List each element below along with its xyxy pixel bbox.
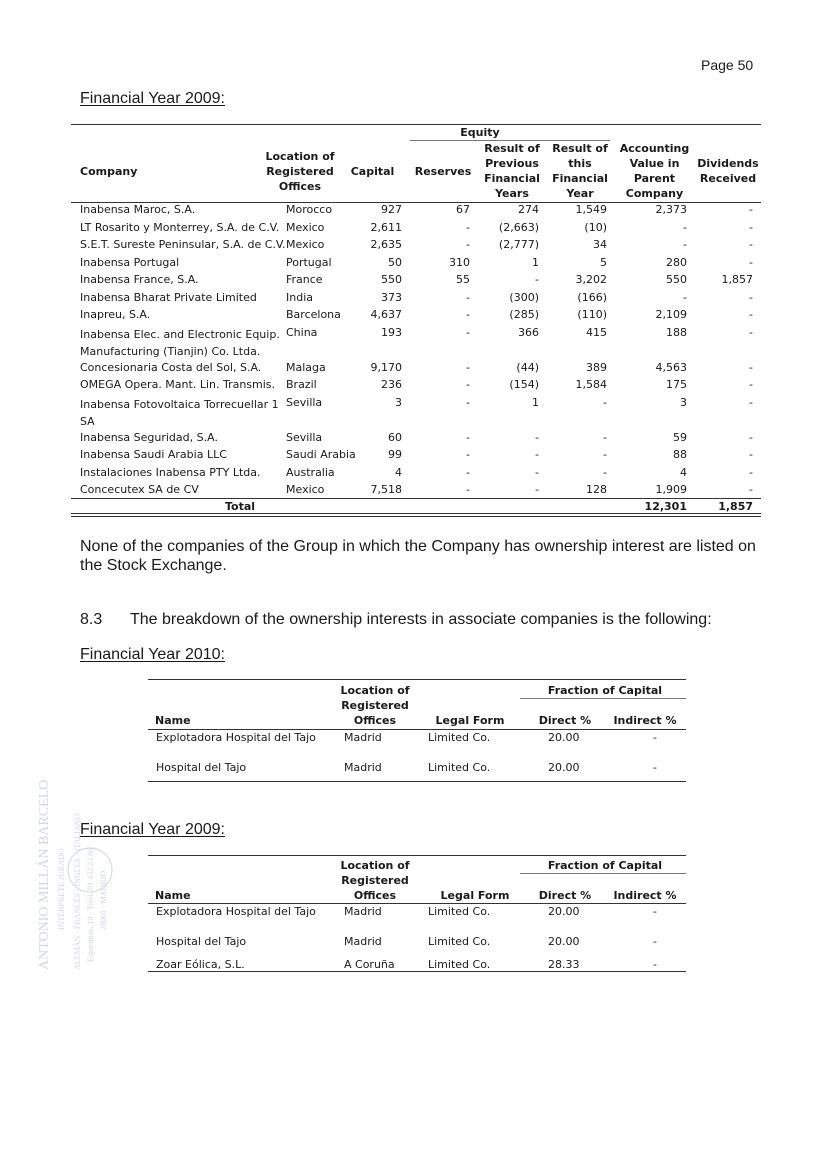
sub-cell-dividends: - <box>749 325 753 339</box>
assoc2009-col-location: Location of Registered Offices <box>340 859 410 902</box>
sub-cell-capital: 3 <box>395 395 402 409</box>
assoc-cell-location: Madrid <box>344 935 382 948</box>
sub-cell-capital: 2,611 <box>370 220 402 234</box>
equity-header: Equity <box>460 126 500 139</box>
sub-cell-accounting-value: 88 <box>673 448 687 461</box>
sub-cell-company: Inabensa Elec. and Electronic Equip. Manufacturing (Tianjin) Co. Ltda. <box>80 327 280 358</box>
stamp-line-4: Espartinas, 10 - Teléf. 91 432 23 86 <box>86 847 95 962</box>
assoc-cell-name: Zoar Eólica, S.L. <box>156 958 245 971</box>
sub-cell-capital: 4 <box>395 465 402 479</box>
sub-cell-capital: 927 <box>381 203 402 216</box>
sub-cell-company: Inabensa Seguridad, S.A. <box>80 430 218 444</box>
sub-cell-location: Malaga <box>286 360 326 374</box>
sub-cell-company: Inabensa Saudi Arabia LLC <box>80 448 227 461</box>
sub-cell-result-this: (110) <box>577 308 607 321</box>
assoc-cell-indirect: - <box>653 731 657 744</box>
sub-cell-result-this: 34 <box>593 238 607 251</box>
assoc-cell-direct: 20.00 <box>548 761 580 774</box>
sub-cell-accounting-value: 4 <box>680 465 687 479</box>
assoc2010-col-name: Name <box>155 714 191 727</box>
sub-cell-reserves: - <box>466 238 470 251</box>
sub-cell-accounting-value: - <box>683 238 687 251</box>
sub-cell-location: India <box>286 290 313 304</box>
sub-cell-result-this: 415 <box>586 325 607 339</box>
sub-cell-accounting-value: - <box>683 290 687 304</box>
assoc-cell-direct: 20.00 <box>548 935 580 948</box>
sub-cell-reserves: - <box>466 290 470 304</box>
assoc-cell-name: Explotadora Hospital del Tajo <box>156 731 316 744</box>
sub-cell-accounting-value: - <box>683 220 687 234</box>
sub-cell-accounting-value: 188 <box>666 325 687 339</box>
sub-cell-dividends: - <box>749 448 753 461</box>
sub-cell-location: China <box>286 325 318 339</box>
sub-cell-accounting-value: 175 <box>666 378 687 391</box>
assoc-cell-indirect: - <box>653 905 657 918</box>
col-company: Company <box>80 165 138 178</box>
sub-cell-capital: 9,170 <box>370 360 402 374</box>
sub-cell-accounting-value: 2,373 <box>655 203 687 216</box>
sub-cell-result-this: 5 <box>600 255 607 269</box>
assoc2009-col-direct: Direct % <box>538 889 592 902</box>
sub-cell-company: Inapreu, S.A. <box>80 308 151 321</box>
col-dividends: Dividends Received <box>697 157 759 185</box>
sub-cell-company: S.E.T. Sureste Peninsular, S.A. de C.V. <box>80 238 286 251</box>
sub-cell-result-previous: 274 <box>518 203 539 216</box>
assoc2010-col-legal: Legal Form <box>435 714 505 727</box>
sub-cell-result-previous: (285) <box>509 308 539 321</box>
col-capital: Capital <box>350 165 395 178</box>
sub-cell-result-this: 389 <box>586 360 607 374</box>
sub-cell-capital: 373 <box>381 290 402 304</box>
col-result-previous: Result of Previous Financial Years <box>484 142 540 200</box>
sub-cell-reserves: - <box>466 325 470 339</box>
stamp-line-3: ALEMÁN - FRANCÉS - INGLÉS - ITALIANO <box>73 813 82 970</box>
sub-cell-location: Sevilla <box>286 395 323 409</box>
sub-cell-result-previous: (154) <box>509 378 539 391</box>
sub-cell-company: Inabensa Fotovoltaica Torrecuellar 1 SA <box>80 397 279 428</box>
assoc-cell-legal-form: Limited Co. <box>428 905 491 918</box>
assoc2009-col-legal: Legal Form <box>440 889 510 902</box>
sub-cell-dividends: - <box>749 203 753 216</box>
sub-cell-company: OMEGA Opera. Mant. Lin. Transmis. <box>80 378 276 391</box>
sub-cell-location: Mexico <box>286 220 325 234</box>
sub-cell-result-this: (166) <box>577 290 607 304</box>
sub-cell-result-previous: 1 <box>532 395 539 409</box>
sub-cell-accounting-value: 280 <box>666 255 687 269</box>
assoc-cell-location: Madrid <box>344 905 382 918</box>
col-result-this: Result of this Financial Year <box>552 142 608 200</box>
sub-cell-company: Inabensa France, S.A. <box>80 273 199 286</box>
assoc-cell-legal-form: Limited Co. <box>428 731 491 744</box>
assoc-cell-indirect: - <box>653 935 657 948</box>
sub-cell-result-previous: (300) <box>509 290 539 304</box>
total-accounting-value: 12,301 <box>644 500 687 513</box>
sub-cell-dividends: - <box>749 465 753 479</box>
sub-cell-result-previous: - <box>535 430 539 444</box>
sub-cell-reserves: - <box>466 430 470 444</box>
sub-cell-result-this: - <box>603 448 607 461</box>
assoc-cell-name: Explotadora Hospital del Tajo <box>156 905 316 918</box>
assoc2010-col-fraction: Fraction of Capital <box>547 684 663 697</box>
sub-cell-accounting-value: 3 <box>680 395 687 409</box>
assoc-cell-name: Hospital del Tajo <box>156 761 247 774</box>
sub-cell-dividends: - <box>749 255 753 269</box>
assoc-cell-indirect: - <box>653 761 657 774</box>
assoc-cell-location: Madrid <box>344 761 382 774</box>
sub-cell-dividends: - <box>749 483 753 496</box>
total-dividends: 1,857 <box>718 500 753 513</box>
assoc2009-col-fraction: Fraction of Capital <box>547 859 663 872</box>
assoc-cell-location: A Coruña <box>344 958 395 971</box>
sub-cell-result-this: 128 <box>586 483 607 496</box>
sub-cell-result-previous: 366 <box>518 325 539 339</box>
sub-cell-location: Brazil <box>286 378 317 391</box>
sub-cell-result-previous: (2,777) <box>498 238 539 251</box>
sub-cell-company: Inabensa Bharat Private Limited <box>80 290 257 304</box>
sub-cell-company: LT Rosarito y Monterrey, S.A. de C.V. <box>80 220 280 234</box>
sub-cell-location: France <box>286 273 323 286</box>
sub-cell-result-previous: (2,663) <box>498 220 539 234</box>
sub-cell-capital: 50 <box>388 255 402 269</box>
sub-cell-result-previous: (44) <box>516 360 539 374</box>
sub-cell-dividends: - <box>749 290 753 304</box>
sub-cell-dividends: - <box>749 430 753 444</box>
sub-cell-reserves: - <box>466 448 470 461</box>
sub-cell-reserves: 67 <box>456 203 470 216</box>
section-heading-2009: Financial Year 2009: <box>80 90 225 107</box>
sub-cell-reserves: 310 <box>449 255 470 269</box>
sub-cell-location: Australia <box>286 465 335 479</box>
sub-cell-company: Concesionaria Costa del Sol, S.A. <box>80 360 262 374</box>
sub-cell-accounting-value: 4,563 <box>655 360 687 374</box>
sub-cell-accounting-value: 2,109 <box>655 308 687 321</box>
sub-cell-result-previous: - <box>535 273 539 286</box>
sub-cell-company: Instalaciones Inabensa PTY Ltda. <box>80 465 261 479</box>
sub-cell-location: Morocco <box>286 203 333 216</box>
sub-cell-dividends: - <box>749 360 753 374</box>
sub-cell-result-this: - <box>603 430 607 444</box>
sub-cell-reserves: - <box>466 483 470 496</box>
sub-cell-result-this: - <box>603 395 607 409</box>
sub-cell-result-this: 1,584 <box>575 378 607 391</box>
assoc2010-col-direct: Direct % <box>538 714 592 727</box>
sub-cell-capital: 550 <box>381 273 402 286</box>
sub-cell-dividends: - <box>749 308 753 321</box>
sub-cell-company: Inabensa Maroc, S.A. <box>80 203 196 216</box>
sub-cell-reserves: - <box>466 220 470 234</box>
section-83-text: The breakdown of the ownership interests in associate companies is the following: <box>130 611 712 628</box>
sub-cell-accounting-value: 59 <box>673 430 687 444</box>
section-heading-2010: Financial Year 2010: <box>80 646 225 663</box>
sub-cell-result-this: (10) <box>584 220 607 234</box>
sub-cell-capital: 2,635 <box>370 238 402 251</box>
sub-cell-reserves: - <box>466 378 470 391</box>
sub-cell-capital: 99 <box>388 448 402 461</box>
stamp-line-1: ANTONIO MILLÁN BARCELO <box>37 779 52 970</box>
sub-cell-capital: 236 <box>381 378 402 391</box>
assoc-cell-name: Hospital del Tajo <box>156 935 247 948</box>
col-accounting-value: Accounting Value in Parent Company <box>619 142 690 200</box>
sub-cell-result-this: 1,549 <box>575 203 607 216</box>
stamp-line-2: INTÉRPRETE JURADO <box>57 848 66 930</box>
sub-cell-capital: 4,637 <box>370 308 402 321</box>
section-heading-2009-associates: Financial Year 2009: <box>80 821 225 838</box>
sub-cell-dividends: - <box>749 378 753 391</box>
listed-note: None of the companies of the Group in which the Company has ownership interest are listed on the Stock Exchange. <box>80 538 756 574</box>
sub-cell-location: Portugal <box>286 255 332 269</box>
sub-cell-accounting-value: 550 <box>666 273 687 286</box>
sub-cell-location: Saudi Arabia <box>286 448 356 461</box>
sub-cell-reserves: 55 <box>456 273 470 286</box>
assoc-cell-legal-form: Limited Co. <box>428 761 491 774</box>
page-number: Page 50 <box>701 57 754 73</box>
stamp-line-5: 28001 - MADRID <box>99 870 108 930</box>
assoc-cell-location: Madrid <box>344 731 382 744</box>
sub-cell-reserves: - <box>466 395 470 409</box>
sub-cell-location: Mexico <box>286 483 325 496</box>
sub-cell-result-previous: - <box>535 448 539 461</box>
sub-cell-location: Sevilla <box>286 430 323 444</box>
sub-cell-result-previous: 1 <box>532 255 539 269</box>
sub-cell-company: Concecutex SA de CV <box>80 483 199 496</box>
assoc-cell-direct: 28.33 <box>548 958 580 971</box>
sub-cell-accounting-value: 1,909 <box>655 483 687 496</box>
sub-cell-result-this: - <box>603 465 607 479</box>
col-reserves: Reserves <box>414 165 472 178</box>
assoc-cell-legal-form: Limited Co. <box>428 958 491 971</box>
assoc-cell-direct: 20.00 <box>548 905 580 918</box>
sub-cell-location: Barcelona <box>286 308 341 321</box>
sub-cell-capital: 193 <box>381 325 402 339</box>
total-label: Total <box>224 500 256 513</box>
col-location: Location of Registered Offices <box>265 150 335 193</box>
assoc-cell-direct: 20.00 <box>548 731 580 744</box>
sub-cell-capital: 60 <box>388 430 402 444</box>
sub-cell-dividends: - <box>749 395 753 409</box>
assoc2010-col-location: Location of Registered Offices <box>340 684 410 727</box>
sub-cell-dividends: - <box>749 238 753 251</box>
sub-cell-reserves: - <box>466 308 470 321</box>
assoc2009-col-name: Name <box>155 889 191 902</box>
sub-cell-reserves: - <box>466 360 470 374</box>
translator-stamp <box>28 760 138 980</box>
assoc-cell-legal-form: Limited Co. <box>428 935 491 948</box>
sub-cell-result-previous: - <box>535 483 539 496</box>
section-83-number: 8.3 <box>80 611 103 628</box>
assoc2010-col-indirect: Indirect % <box>613 714 677 727</box>
sub-cell-result-previous: - <box>535 465 539 479</box>
assoc2009-col-indirect: Indirect % <box>613 889 677 902</box>
sub-cell-capital: 7,518 <box>370 483 402 496</box>
sub-cell-dividends: 1,857 <box>721 273 753 286</box>
sub-cell-company: Inabensa Portugal <box>80 255 180 269</box>
sub-cell-location: Mexico <box>286 238 325 251</box>
assoc-cell-indirect: - <box>653 958 657 971</box>
sub-cell-result-this: 3,202 <box>575 273 607 286</box>
sub-cell-reserves: - <box>466 465 470 479</box>
sub-cell-dividends: - <box>749 220 753 234</box>
